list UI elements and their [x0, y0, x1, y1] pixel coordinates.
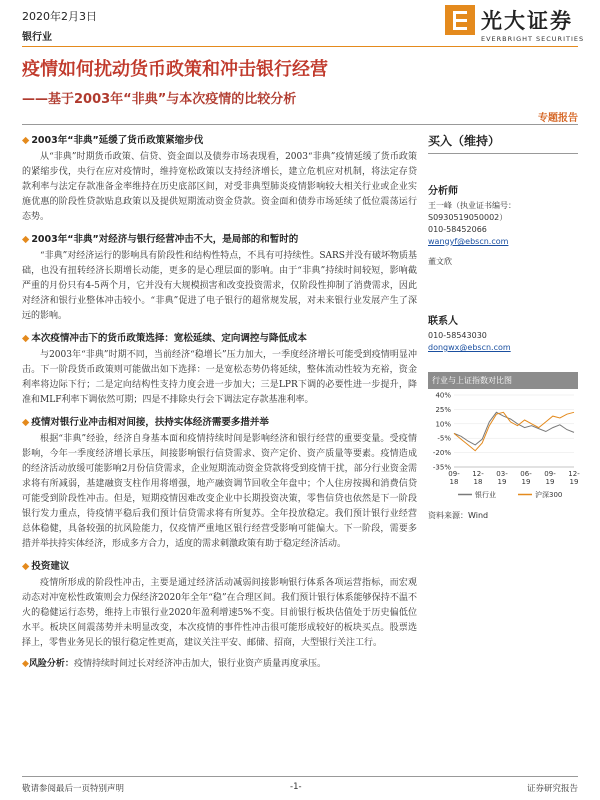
- section-2: [22, 231, 417, 324]
- x-tick-label-year: 18: [449, 478, 459, 486]
- risk-heading: 风险分析：: [28, 659, 74, 669]
- analyst-email-link[interactable]: wangyf@ebscn.com: [428, 237, 509, 246]
- y-tick-label: 40%: [435, 391, 451, 400]
- section-paragraph: 从“非典”时期货币政策、信贷、资金面以及债券市场表现看，2003“非典”疫情延缓了货币政策的紧缩步伐，央行在应对疫情时，维持宽松政策以支持经济增长，建立危机应对机制，将法定存贷款利率与法定存款准备金率维持在历史底部区间，对受非典型肺炎疫情影响较大相关行业或企业实施优惠的阶段性贷款贴息政策以及提供短期流动资金贷款。资金面和债券市场延续了低位震荡运行态势。: [22, 152, 417, 222]
- comparison-chart: [428, 389, 578, 507]
- section-6-risk: [22, 657, 417, 672]
- x-tick-label-year: 19: [569, 478, 579, 486]
- y-tick-label: 25%: [435, 405, 451, 414]
- contact-heading: 联系人: [428, 316, 458, 327]
- logo-text-cn: 光大证券: [481, 8, 573, 33]
- analyst-heading: 分析师: [428, 186, 458, 197]
- coanalyst-name: 董文欣: [428, 257, 452, 266]
- x-tick-label-year: 19: [521, 478, 531, 486]
- x-tick-label: 09-: [448, 470, 460, 478]
- title-divider: [22, 124, 578, 125]
- report-type: 专题报告: [538, 113, 578, 124]
- x-tick-label: 06-: [520, 470, 532, 478]
- diamond-bullet-icon: ◆: [22, 234, 30, 245]
- logo-text-en: EVERBRIGHT SECURITIES: [481, 35, 585, 43]
- section-4: [22, 414, 417, 552]
- x-tick-label-year: 19: [497, 478, 507, 486]
- analyst-phone: 010-58452066: [428, 225, 487, 234]
- x-tick-label: 12-: [568, 470, 580, 478]
- y-tick-label: -5%: [437, 434, 451, 443]
- section-paragraph: 根据“非典”经验，经济自身基本面和疫情持续时间是影响经济和银行经营的重要变量。受疫情影响，今年一季度经济增长承压，间接影响银行信贷需求、资产定价、资产质量等要素。疫情造成的经济活动放缓可能影响2月份信贷需求，企业短期流动资金贷款将受到疫情干扰，部分行业资金需求将有所减弱，基建融资支柱作用将增强，地产融资调节回收全年盘中；个人住房按揭和消费信贷可能受到阶段性冲击。但是，短期疫情因难改变企业中长期投资决策，零售信贷也依然是下一阶段银行发力重点，待疫情平稳后我们预计信贷需求将有所复苏。全年投放稳定。我们预计银行业经营总体稳健，具备较强的抗风险能力，仅疫情严重地区银行经营受影响可能偏大。下一阶段，需要多措并举扶持实体经济，形成多方合力，适度的需求刺激政策有助于稳定经济活动。: [22, 434, 417, 549]
- report-title: 疫情如何扰动货币政策和冲击银行经营: [22, 59, 328, 80]
- diamond-bullet-icon: ◆: [22, 561, 30, 572]
- chart-box: [428, 372, 578, 521]
- section-heading: 2003年“非典”延缓了货币政策紧缩步伐: [31, 135, 204, 146]
- x-tick-label-year: 18: [473, 478, 483, 486]
- y-tick-label: -20%: [432, 449, 451, 458]
- page-number: -1-: [290, 782, 302, 792]
- section-heading: 本次疫情冲击下的货币政策选择：宽松延续、定向调控与降低成本: [31, 333, 307, 344]
- company-logo: [445, 5, 595, 49]
- chart-title: 行业与上证指数对比图: [428, 372, 578, 389]
- diamond-bullet-icon: ◆: [22, 417, 30, 428]
- x-tick-label-year: 19: [545, 478, 555, 486]
- footer-disclaimer: 敬请参阅最后一页特别声明: [22, 784, 125, 794]
- y-tick-label: -35%: [432, 463, 451, 472]
- diamond-bullet-icon: ◆: [22, 659, 29, 669]
- logo-emblem-icon: [445, 5, 475, 35]
- risk-text: 疫情持续时间过长对经济冲击加大，银行业资产质量再度承压。: [73, 659, 326, 669]
- contact-block: [428, 312, 578, 354]
- section-heading: 2003年“非典”对经济与银行经营冲击不大，是局部的和暂时的: [31, 234, 299, 245]
- x-tick-label: 12-: [472, 470, 484, 478]
- section-paragraph: “非典”对经济运行的影响具有阶段性和结构性特点，不具有可持续性。SARS并没有破坏物质基础，也没有扭转经济长期增长动能，更多的是心理层面的影响。由于“非典”持续时间较短，影响截严重的月份只有4-5两个月，它并没有大规模损害和改变投资需求，仅阶段性抑制了消费需求，因此对经济和银行业整体冲击较小。“非典”促进了电子银行的超常规发展，对未来银行业发展产生了深远的影响。: [22, 251, 417, 321]
- sidebar: [428, 132, 578, 521]
- footer-divider: [22, 776, 578, 777]
- analyst-block: [428, 182, 578, 268]
- legend-entry: 银行业: [475, 491, 496, 499]
- section-3: [22, 330, 417, 408]
- diamond-bullet-icon: ◆: [22, 135, 30, 146]
- section-1: [22, 132, 417, 225]
- report-date: 2020年2月3日: [22, 10, 97, 23]
- section-heading: 疫情对银行业冲击相对间接，扶持实体经济需要多措并举: [31, 417, 269, 428]
- industry-label: 银行业: [22, 32, 52, 43]
- analyst-name: 王一峰（执业证书编号：S0930519050002）: [428, 201, 516, 222]
- section-heading: 投资建议: [31, 561, 70, 572]
- contact-phone: 010-58543030: [428, 331, 487, 340]
- legend-entry: 沪深300: [535, 491, 563, 499]
- section-5: [22, 558, 417, 651]
- rating-label: 买入（维持）: [428, 132, 578, 154]
- section-paragraph: 疫情所形成的阶段性冲击，主要是通过经济活动减弱间接影响银行体系各项运营指标，而宏观动态对冲宽松性政策则会力保经济2020年全年“稳”在合理区间。我们预计银行体系能够保持不温不火的稳健运行态势，维持上市银行业2020年盈利增速5%不变。目前银行板块估值处于历史偏低位水平。板块区间震荡势并未明显改变，本次疫情的事件性冲击很可能形成较好的板块买点。股票选择上，零售业务见长的银行稳定性更高，建议关注平安、邮储、招商，大型银行关注工行。: [22, 578, 417, 648]
- y-tick-label: 10%: [435, 420, 451, 429]
- contact-email-link[interactable]: dongwx@ebscn.com: [428, 343, 511, 352]
- footer-label: 证券研究报告: [526, 784, 578, 794]
- diamond-bullet-icon: ◆: [22, 333, 30, 344]
- section-paragraph: 与2003年“非典”时期不同，当前经济“稳增长”压力加大，一季度经济增长可能受到疫情明显冲击。下一阶段货币政策则可能做出如下选择：一是宽松态势仍将延续，整体流动性较为充裕，资金利率将边际下行；二是定向结构性支持力度会进一步加大；三是LPR下调的必要性进一步提升，降准和MLF利率下调依然可期；四是不排除央行会下调法定存款基准利率。: [22, 350, 417, 405]
- x-tick-label: 03-: [496, 470, 508, 478]
- header-divider: [22, 46, 578, 47]
- main-content: [22, 132, 417, 678]
- series-line-1: [454, 412, 574, 450]
- report-subtitle: ——基于2003年“非典”与本次疫情的比较分析: [22, 92, 297, 107]
- x-tick-label: 09-: [544, 470, 556, 478]
- chart-source: 资料来源：Wind: [428, 511, 489, 520]
